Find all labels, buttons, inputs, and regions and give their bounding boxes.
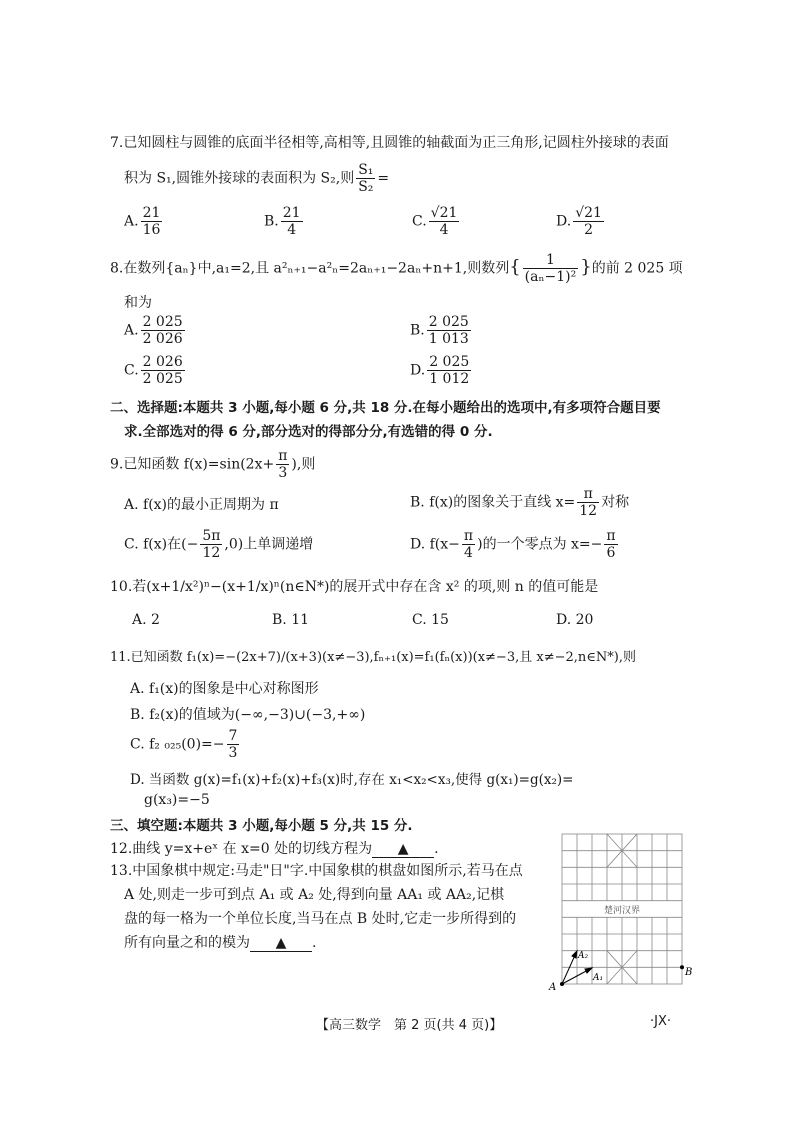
- q8-option-d: [410, 354, 473, 387]
- q11-c-num: 7: [228, 728, 238, 744]
- q9-stem: [110, 448, 315, 481]
- q9-d-prefix: D. f(x−: [410, 536, 460, 553]
- q13-line2: A 处,则走一步可到点 A₁ 或 A₂ 处,得到向量 AA₁ 或 AA₂,记棋: [124, 887, 505, 903]
- q13-line4: [124, 932, 316, 952]
- q8-left-brace: {: [509, 256, 521, 278]
- q9-d-num2: π: [606, 528, 616, 544]
- q12-answer-blank: [372, 841, 434, 858]
- q9-stem-num: π: [278, 448, 288, 464]
- point-a: [560, 982, 564, 986]
- q9-c-num: 5π: [202, 528, 221, 544]
- q9-d-frac2: [604, 528, 617, 561]
- page-footer: 【高三数学 第 2 页(共 4 页)】: [316, 1018, 503, 1033]
- q7-frac-den: S₂: [358, 179, 374, 196]
- q9-d-den2: 6: [606, 545, 616, 562]
- q9-stem-prefix: 9.已知函数 f(x)=sin(2x+: [110, 456, 275, 473]
- q8-opt-a-frac: [141, 314, 185, 347]
- q8-opt-d-num: 2 025: [429, 354, 470, 370]
- q11-option-b: B. f₂(x)的值域为(−∞,−3)∪(−3,+∞): [130, 707, 366, 723]
- q9-option-b: [410, 486, 629, 519]
- q8-opt-a-den: 2 026: [142, 331, 183, 348]
- q7-opt-b-frac: [281, 205, 303, 238]
- q8-line2: 和为: [124, 295, 152, 311]
- q7-line2-suffix: =: [377, 170, 390, 187]
- q11-c-frac: [227, 728, 240, 761]
- q12-line: [110, 838, 439, 858]
- q13-line4-prefix: 所有向量之和的模为: [124, 935, 250, 951]
- q7-opt-a-num: 21: [142, 205, 161, 221]
- q7-opt-b-den: 4: [287, 222, 297, 239]
- q7-option-b: [264, 205, 305, 238]
- q7-option-c: [412, 205, 461, 238]
- q11-c-den: 3: [228, 745, 238, 762]
- point-b: [680, 965, 684, 969]
- q8-opt-c-num: 2 026: [142, 354, 183, 370]
- q11-option-d-line2: g(x₃)=−5: [144, 792, 210, 808]
- q8-opt-a-label: A.: [124, 322, 139, 339]
- q7-opt-b-num: 21: [282, 205, 301, 221]
- q8-opt-b-label: B.: [410, 322, 425, 339]
- river-text: 楚河汉界: [603, 906, 641, 916]
- q7-opt-a-frac: [141, 205, 163, 238]
- q10-option-d: D. 20: [556, 612, 594, 628]
- q8-opt-b-frac: [427, 314, 471, 347]
- q8-opt-a-num: 2 025: [142, 314, 183, 330]
- q9-b-suffix: 对称: [601, 494, 630, 511]
- q9-d-num1: π: [463, 528, 474, 544]
- q7-opt-d-label: D.: [556, 213, 572, 230]
- q7-frac-num: S₁: [358, 162, 374, 178]
- q9-option-a: A. f(x)的最小正周期为 π: [124, 497, 279, 513]
- q7-line2-prefix: 积为 S₁,圆锥外接球的表面积为 S₂,则: [124, 170, 355, 187]
- q8-opt-b-den: 1 013: [428, 331, 469, 348]
- q9-c-frac: [200, 528, 222, 561]
- q10-option-a: A. 2: [132, 612, 160, 628]
- q7-option-d: [556, 205, 606, 238]
- q13-line1: 13.中国象棋中规定:马走"日"字.中国象棋的棋盘如图所示,若马在点: [110, 863, 523, 879]
- chess-board-figure: [546, 832, 696, 992]
- q8-line1: [110, 252, 683, 285]
- q11-c-prefix: C. f₂ ₀₂₅(0)=−: [130, 736, 225, 753]
- q7-opt-d-num: √21: [575, 205, 602, 221]
- q8-option-a: [124, 314, 187, 347]
- q7-opt-a-label: A.: [124, 213, 139, 230]
- q7-opt-c-den: 4: [439, 222, 449, 239]
- q9-d-den1: 4: [464, 545, 473, 562]
- label-a2: A₂: [578, 951, 589, 961]
- q7-opt-c-label: C.: [412, 213, 427, 230]
- q9-b-frac: [577, 486, 599, 519]
- q7-opt-b-label: B.: [264, 213, 279, 230]
- q9-stem-den: 3: [278, 465, 288, 482]
- q11-stem: 11.已知函数 f₁(x)=−(2x+7)/(x+3)(x≠−3),fₙ₊₁(x)=f₁(fₙ(x))(x≠−3,且 x≠−2,n∈N*),则: [110, 650, 636, 665]
- q8-opt-d-label: D.: [410, 362, 426, 379]
- q8-seq-num: 1: [523, 252, 579, 269]
- q12-suffix: .: [434, 841, 439, 857]
- q8-opt-d-frac: [427, 354, 471, 387]
- q10-stem: 10.若(x+1/x²)ⁿ−(x+1/x)ⁿ(n∈N*)的展开式中存在含 x² 的项,则 n 的值可能是: [110, 579, 599, 595]
- q9-option-d: [410, 528, 620, 561]
- q7-opt-d-frac: [573, 205, 604, 238]
- q8-opt-c-label: C.: [124, 362, 139, 379]
- q12-prefix: 12.曲线 y=x+eˣ 在 x=0 处的切线方程为: [110, 841, 373, 857]
- q11-option-a: A. f₁(x)的图象是中心对称图形: [130, 681, 319, 697]
- q7-line2: [124, 162, 389, 195]
- q8-right-brace: }: [580, 256, 592, 278]
- q9-c-prefix: C. f(x)在(−: [124, 536, 199, 553]
- q9-b-prefix: B. f(x)的图象关于直线 x=: [410, 494, 576, 511]
- q7-opt-a-den: 16: [142, 222, 161, 239]
- q13-line3: 盘的每一格为一个单位长度,当马在点 B 处时,它走一步所得到的: [124, 911, 517, 927]
- q7-option-a: [124, 205, 164, 238]
- q11-option-c: [130, 728, 241, 761]
- q9-stem-frac: [276, 448, 289, 481]
- q10-option-b: B. 11: [272, 612, 310, 628]
- q10-option-c: C. 15: [412, 612, 449, 628]
- q8-seq-frac: [523, 252, 579, 285]
- q8-opt-d-den: 1 012: [429, 371, 470, 388]
- footer-code: ·JX·: [650, 1014, 672, 1029]
- q13-blank-triangle: ▲: [275, 935, 287, 951]
- q8-line1-suffix: 的前 2 025 项: [591, 260, 683, 277]
- q9-b-num: π: [577, 486, 599, 503]
- section2-line1: 二、选择题:本题共 3 小题,每小题 6 分,共 18 分.在每小题给出的选项中,有多项符合题目要: [110, 400, 661, 416]
- q13-line4-suffix: .: [312, 935, 317, 951]
- q8-opt-c-frac: [141, 354, 185, 387]
- q8-option-b: [410, 314, 473, 347]
- q9-c-suffix: ,0)上单调递增: [224, 536, 314, 553]
- q8-opt-c-den: 2 025: [142, 371, 183, 388]
- q7-line1: 7.已知圆柱与圆锥的底面半径相等,高相等,且圆锥的轴截面为正三角形,记圆柱外接球的表面: [110, 135, 669, 151]
- q9-b-den: 12: [579, 503, 598, 520]
- q7-opt-c-num: √21: [430, 205, 458, 221]
- label-a1: A₁: [593, 973, 604, 983]
- section2-line2: 求.全部选对的得 6 分,部分选对的得部分分,有选错的得 0 分.: [124, 424, 493, 440]
- q7-fraction: [356, 162, 375, 195]
- q11-option-d-line1: D. 当函数 g(x)=f₁(x)+f₂(x)+f₃(x)时,存在 x₁<x₂<x₃,使得 g(x₁)=g(x₂)=: [130, 772, 574, 788]
- q7-opt-c-frac: [429, 205, 460, 238]
- q8-seq-den: (aₙ−1)²: [524, 269, 577, 286]
- q9-c-den: 12: [202, 545, 221, 562]
- q12-blank-triangle: ▲: [397, 841, 409, 857]
- q9-d-frac1: [462, 528, 475, 561]
- section3-heading: 三、填空题:本题共 3 小题,每小题 5 分,共 15 分.: [110, 818, 413, 834]
- q9-option-c: [124, 528, 313, 561]
- q9-stem-suffix: ),则: [291, 456, 316, 473]
- q8-option-c: [124, 354, 187, 387]
- q9-d-mid: )的一个零点为 x=−: [477, 536, 603, 553]
- label-a: A: [549, 982, 557, 992]
- q7-opt-d-den: 2: [584, 222, 594, 239]
- label-b: B: [685, 967, 693, 978]
- q8-line1-prefix: 8.在数列{aₙ}中,a₁=2,且 a²ₙ₊₁−a²ₙ=2aₙ₊₁−2aₙ+n+1,则数列: [110, 260, 510, 277]
- q13-answer-blank: [250, 935, 312, 952]
- q8-opt-b-num: 2 025: [428, 314, 469, 330]
